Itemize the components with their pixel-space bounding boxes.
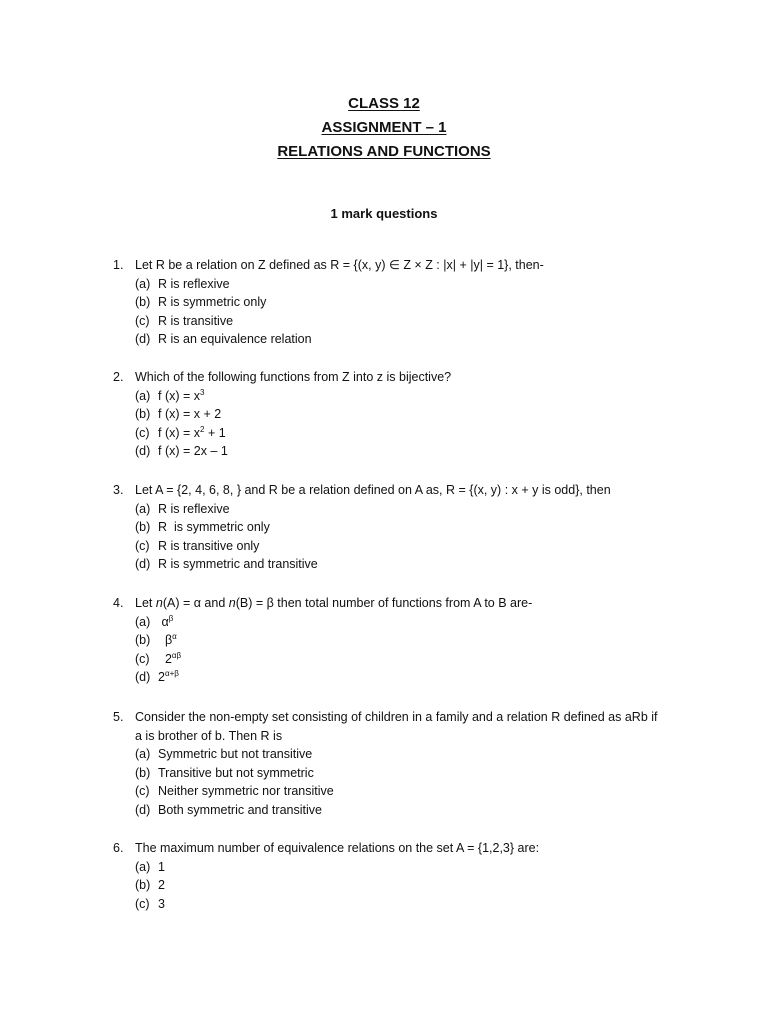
- option-label: (d): [135, 557, 151, 572]
- question-3: [0, 481, 768, 574]
- option-text: Both symmetric and transitive: [158, 802, 322, 817]
- question-text: Let n(A) = α and n(B) = β then total number of functions from A to B are-: [135, 596, 533, 610]
- question-stem-line: [0, 839, 768, 858]
- section-title: 1 mark questions: [330, 206, 438, 221]
- question-text: The maximum number of equivalence relations on the set A = {1,2,3} are:: [135, 841, 540, 855]
- option-text: R is symmetric only: [158, 295, 267, 310]
- question-1: [0, 256, 768, 349]
- class-title: CLASS 12: [348, 95, 420, 112]
- option-label: (b): [135, 295, 151, 310]
- option-label: (b): [135, 878, 151, 893]
- option-text: $\beta^\alpha$: [158, 632, 177, 648]
- option-row: [0, 764, 768, 783]
- option-text: 2: [158, 878, 165, 893]
- option-text: f (x) = 2x – 1: [158, 444, 228, 459]
- superscript: 3: [200, 387, 205, 397]
- option-row: [0, 668, 768, 687]
- question-stem-line: [0, 368, 768, 387]
- option-label: (b): [135, 520, 151, 535]
- option-row: [0, 424, 768, 443]
- option-label: (d): [135, 332, 151, 347]
- option-text: 1: [158, 859, 165, 874]
- option-text: $2^{\alpha+\beta}$: [158, 669, 179, 685]
- superscript: 2: [200, 424, 205, 434]
- option-label: (b): [135, 633, 151, 648]
- superscript: αβ: [171, 650, 182, 660]
- question-4: [0, 594, 768, 687]
- option-label: (c): [135, 313, 150, 328]
- assignment-title: ASSIGNMENT – 1: [321, 119, 447, 136]
- option-row: [0, 537, 768, 556]
- question-2: [0, 368, 768, 461]
- option-label: (d): [135, 670, 151, 685]
- option-row: [0, 442, 768, 461]
- question-number: 3.: [113, 483, 124, 497]
- option-text: Symmetric but not transitive: [158, 747, 313, 762]
- option-row: [0, 745, 768, 764]
- option-label: (c): [135, 896, 150, 911]
- question-number: 4.: [113, 596, 124, 610]
- superscript: β: [168, 613, 174, 623]
- option-text: f (x) = x + 2: [158, 407, 222, 422]
- option-text: $2^{\alpha\beta}$: [158, 650, 182, 666]
- question-number: 1.: [113, 258, 124, 272]
- option-text: R is symmetric and transitive: [158, 557, 318, 572]
- option-label: (c): [135, 651, 150, 666]
- option-label: (d): [135, 444, 151, 459]
- option-text: 3: [158, 896, 165, 911]
- option-label: (a): [135, 859, 151, 874]
- option-label: (a): [135, 276, 151, 291]
- option-text: R is transitive: [158, 313, 234, 328]
- option-row: [0, 858, 768, 877]
- option-label: (a): [135, 388, 151, 403]
- question-stem-line: [0, 727, 768, 746]
- option-row: [0, 275, 768, 294]
- option-label: (a): [135, 501, 151, 516]
- option-row: [0, 555, 768, 574]
- question-number: 2.: [113, 370, 124, 384]
- option-row: [0, 876, 768, 895]
- option-text: Neither symmetric nor transitive: [158, 784, 334, 799]
- question-text: Which of the following functions from Z into z is bijective?: [135, 370, 452, 384]
- option-row: [0, 387, 768, 406]
- question-number: 5.: [113, 710, 124, 724]
- option-text: $\alpha^\beta$: [158, 613, 174, 629]
- question-text: Let R be a relation on Z defined as R = {(x, y) ∈ Z × Z : |x| + |y| = 1}, then-: [135, 258, 544, 272]
- question-stem-line: [0, 708, 768, 727]
- superscript: α+β: [164, 669, 179, 679]
- option-row: [0, 782, 768, 801]
- option-row: [0, 405, 768, 424]
- option-label: (a): [135, 747, 151, 762]
- set-count-n: n: [228, 596, 236, 610]
- option-text: R is transitive only: [158, 538, 260, 553]
- topic-title: RELATIONS AND FUNCTIONS: [277, 143, 491, 160]
- option-label: (c): [135, 425, 150, 440]
- option-row: [0, 293, 768, 312]
- question-stem-line: [0, 481, 768, 500]
- option-row: [0, 613, 768, 632]
- option-row: [0, 330, 768, 349]
- option-row: [0, 895, 768, 914]
- set-count-n: n: [155, 596, 163, 610]
- superscript: α: [172, 632, 177, 642]
- option-label: (a): [135, 614, 151, 629]
- option-text: Transitive but not symmetric: [158, 765, 314, 780]
- option-row: [0, 312, 768, 331]
- option-label: (b): [135, 765, 151, 780]
- option-label: (d): [135, 802, 151, 817]
- option-text: R is reflexive: [158, 501, 230, 516]
- option-row: [0, 801, 768, 820]
- option-label: (c): [135, 538, 150, 553]
- option-text: R is symmetric only: [158, 520, 270, 535]
- question-6: [0, 839, 768, 913]
- option-text: f $(x) = x^3$: [158, 387, 205, 403]
- question-text: Consider the non-empty set consisting of children in a family and a relation R defined as aRb if: [135, 710, 658, 724]
- option-row: [0, 500, 768, 519]
- question-stem-line: [0, 256, 768, 275]
- question-5: [0, 708, 768, 820]
- option-row: [0, 518, 768, 537]
- option-label: (c): [135, 784, 150, 799]
- question-number: 6.: [113, 841, 124, 855]
- question-text: Let A = {2, 4, 6, 8, } and R be a relation defined on A as, R = {(x, y) : x + y is odd}, then: [135, 483, 611, 497]
- option-text: R is reflexive: [158, 276, 230, 291]
- option-text: R is an equivalence relation: [158, 332, 312, 347]
- question-text: a is brother of b. Then R is: [135, 728, 283, 743]
- option-text: f $(x) = x^2 + 1$: [158, 424, 226, 440]
- option-label: (b): [135, 407, 151, 422]
- option-row: [0, 650, 768, 669]
- option-row: [0, 631, 768, 650]
- question-stem-line: [0, 594, 768, 613]
